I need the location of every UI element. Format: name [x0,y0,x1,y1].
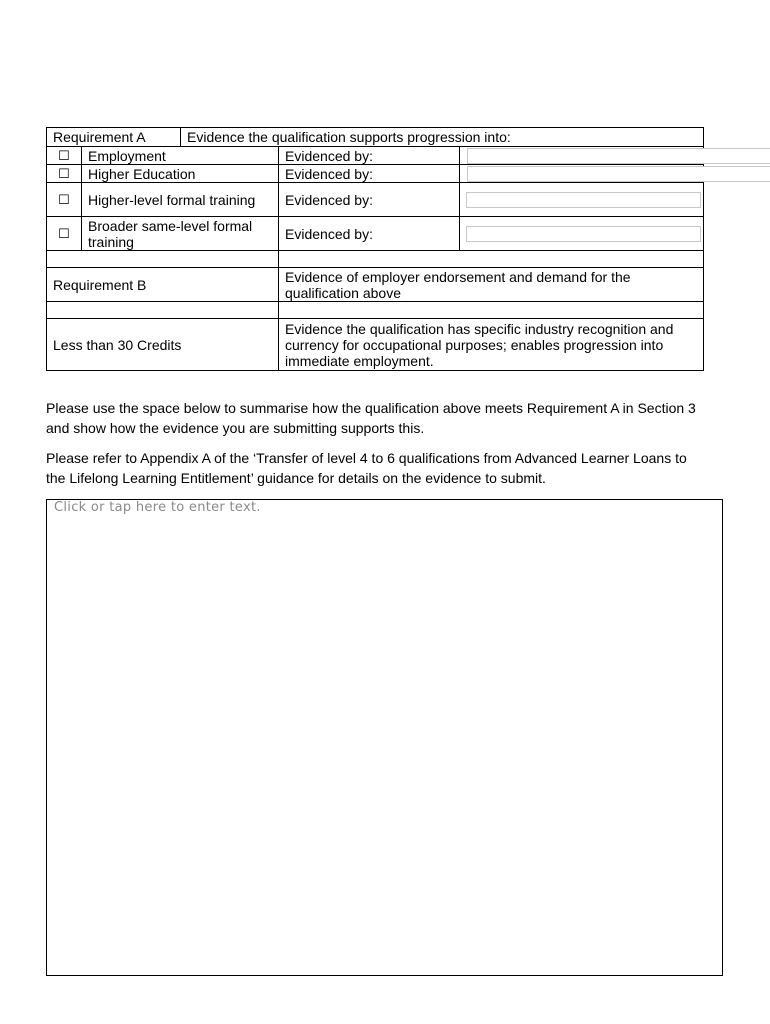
employment-evidence-input[interactable] [467,148,770,164]
requirement-b-text: Evidence of employer endorsement and demand for the qualification above [279,268,704,302]
higher-education-evidence-cell [460,165,704,183]
spacer-row-1 [47,251,704,268]
option-row-same-level-training [47,217,704,251]
option-row-employment [47,147,704,165]
instruction-paragraph-1: Please use the space below to summarise how the qualification above meets Requirement A in Section 3 and show how the evidence you are submitting supports this. [46,400,696,436]
same-level-training-label: Broader same-level formal training [82,217,279,251]
same-level-training-evidence-cell [460,217,704,251]
spacer-cell [279,302,704,319]
spacer-cell [47,302,279,319]
spacer-cell [47,251,279,268]
same-level-training-evidence-input[interactable] [466,226,701,242]
requirement-b-label: Requirement B [47,268,279,302]
same-level-training-checkbox[interactable]: ☐ [47,217,82,251]
requirements-table [46,127,704,371]
higher-level-training-evidence-cell [460,183,704,217]
requirement-a-header-row [47,128,704,147]
employment-label: Employment [82,147,279,165]
higher-level-training-label: Higher-level formal training [82,183,279,217]
spacer-cell [279,251,704,268]
employment-evidence-cell [460,147,704,165]
requirement-b-row [47,268,704,302]
option-row-higher-education [47,165,704,183]
option-row-higher-level-training [47,183,704,217]
requirement-a-label: Requirement A [47,128,181,147]
summary-placeholder: Click or tap here to enter text. [54,500,261,515]
higher-level-training-evidence-input[interactable] [466,192,701,208]
summary-text-field[interactable] [46,499,723,976]
requirement-a-heading: Evidence the qualification supports progression into: [181,128,704,147]
higher-education-label: Higher Education [82,165,279,183]
credits-label: Less than 30 Credits [47,319,279,371]
higher-education-evidenced-by-label: Evidenced by: [279,165,460,183]
higher-education-evidence-input[interactable] [467,166,770,182]
employment-evidenced-by-label: Evidenced by: [279,147,460,165]
higher-level-training-evidenced-by-label: Evidenced by: [279,183,460,217]
higher-education-checkbox[interactable]: ☐ [47,165,82,183]
same-level-training-evidenced-by-label: Evidenced by: [279,217,460,251]
spacer-row-2 [47,302,704,319]
employment-checkbox[interactable]: ☐ [47,147,82,165]
credits-row [47,319,704,371]
credits-text: Evidence the qualification has specific industry recognition and currency for occupational purposes; enables progression into immediate employment. [279,319,704,371]
instruction-paragraph-2: Please refer to Appendix A of the ‘Transfer of level 4 to 6 qualifications from Advanced Learner Loans to the Lifelong Learning Entitlement’ guidance for details on the evidence to submit. [46,450,687,486]
higher-level-training-checkbox[interactable]: ☐ [47,183,82,217]
